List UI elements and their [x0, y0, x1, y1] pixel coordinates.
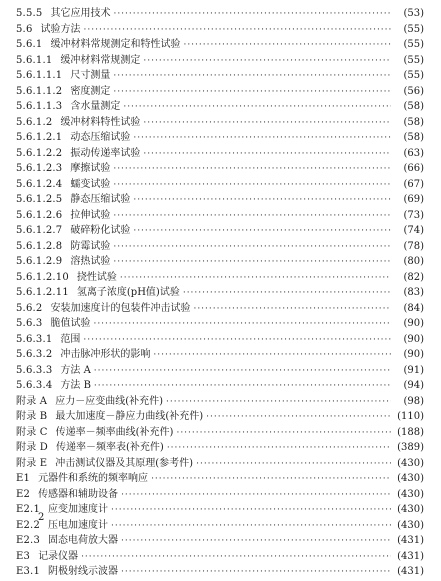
- toc-entry-page: (94): [403, 380, 424, 391]
- page-number: 2: [38, 512, 45, 523]
- dot-leader: [143, 116, 391, 132]
- toc-entry-number: 5.6.2: [16, 302, 43, 314]
- toc-entry[interactable]: [16, 254, 424, 270]
- toc-entry-number: 5.5.5: [16, 8, 43, 19]
- toc-entry[interactable]: [16, 502, 424, 518]
- toc-entry-title: 破碎粉化试验: [70, 225, 131, 236]
- dot-leader: [183, 286, 391, 302]
- toc-entry-title: 振动传递率试验: [70, 147, 141, 159]
- toc-entry-page: (55): [403, 54, 424, 66]
- toc-entry-title: 拉伸试验: [70, 209, 111, 221]
- dot-leader: [113, 85, 391, 101]
- toc-entry-number: 5.6.3: [16, 318, 43, 329]
- toc-entry[interactable]: [16, 6, 424, 22]
- toc-entry[interactable]: [16, 115, 424, 131]
- toc-entry-title: 其它应用技术: [50, 8, 111, 19]
- toc-entry-number: E3: [16, 550, 31, 562]
- toc-entry[interactable]: [16, 99, 424, 115]
- toc-entry[interactable]: [16, 239, 424, 255]
- dot-leader: [121, 488, 391, 504]
- dot-leader: [113, 69, 391, 85]
- toc-entry-title: 记录仪器: [38, 550, 79, 562]
- toc-entry-number: 附录 D: [16, 442, 48, 453]
- toc-entry-number: 5.6.1.2.11: [16, 287, 69, 298]
- toc-entry-number: 5.6.1.2.6: [16, 209, 63, 221]
- toc-entry-title: 方法 A: [60, 364, 91, 376]
- dot-leader: [133, 193, 391, 209]
- toc-entry-title: 挠性试验: [76, 271, 117, 283]
- toc-entry-title: 传递率－频率表(补充件): [56, 442, 164, 453]
- toc-entry[interactable]: [16, 161, 424, 177]
- toc-entry-number: 附录 E: [16, 457, 48, 469]
- toc-entry-number: E2: [16, 488, 31, 500]
- toc-entry-page: (431): [397, 566, 424, 577]
- toc-entry[interactable]: [16, 270, 424, 286]
- dot-leader: [113, 240, 391, 256]
- toc-entry[interactable]: [16, 68, 424, 84]
- toc-entry-number: 5.6.1.2.10: [16, 271, 69, 283]
- toc-entry[interactable]: [16, 471, 424, 487]
- toc-entry-page: (78): [403, 240, 424, 252]
- dot-leader: [196, 457, 391, 473]
- toc-entry[interactable]: [16, 146, 424, 162]
- toc-entry-title: 缓冲材料特性试验: [60, 116, 141, 128]
- toc-entry-title: 固态电荷放大器: [48, 535, 119, 546]
- toc-entry[interactable]: [16, 130, 424, 146]
- toc-entry[interactable]: [16, 378, 424, 394]
- dot-leader: [111, 519, 391, 535]
- toc-entry[interactable]: [16, 518, 424, 534]
- toc-entry-title: 缓冲材料常规测定和特性试验: [50, 39, 181, 50]
- toc-entry-page: (90): [403, 318, 424, 329]
- dot-leader: [113, 178, 391, 194]
- toc-entry[interactable]: [16, 487, 424, 503]
- toc-entry-page: (67): [403, 178, 424, 190]
- toc-entry-title: 应力－应变曲线(补充件): [55, 395, 164, 407]
- toc-entry-title: 最大加速度－静应力曲线(补充件): [55, 411, 204, 422]
- toc-entry-title: 缓冲材料常规测定: [60, 54, 141, 66]
- toc-entry-number: 5.6.1.2.7: [16, 225, 63, 236]
- toc-entry[interactable]: [16, 549, 424, 565]
- toc-entry[interactable]: [16, 316, 424, 332]
- toc-entry-page: (58): [403, 132, 424, 143]
- dot-leader: [94, 379, 391, 395]
- toc-entry-number: 5.6.1.1: [16, 54, 53, 66]
- toc-entry-number: 5.6.1.1.2: [16, 85, 63, 97]
- toc-entry-title: 密度测定: [70, 85, 111, 97]
- dot-leader: [121, 534, 391, 550]
- toc-entry-page: (53): [403, 8, 424, 19]
- toc-entry[interactable]: [16, 456, 424, 472]
- toc-entry-number: E1: [16, 473, 31, 484]
- toc-entry-number: E2.1: [16, 504, 41, 515]
- toc-entry-page: (73): [403, 209, 424, 221]
- toc-entry-number: 5.6.1.2: [16, 116, 53, 128]
- toc-entry-page: (430): [397, 457, 424, 469]
- toc-entry-number: 5.6.1.2.9: [16, 256, 63, 267]
- toc-entry-page: (98): [403, 395, 424, 407]
- dot-leader: [94, 364, 391, 380]
- dot-leader: [176, 426, 391, 442]
- toc-entry-title: 尺寸测量: [70, 70, 111, 81]
- toc-entry-title: 压电加速度计: [48, 519, 109, 531]
- toc-entry-page: (389): [397, 442, 424, 453]
- toc-entry-number: 5.6.3.3: [16, 364, 53, 376]
- dot-leader: [83, 333, 391, 349]
- toc-entry-title: 冲击脉冲形状的影响: [60, 349, 151, 360]
- toc-entry-title: 溶热试验: [70, 256, 111, 267]
- toc-entry-number: 5.6.3.4: [16, 380, 53, 391]
- toc-entry-number: 5.6.1.2.5: [16, 194, 63, 205]
- toc-entry-title: 脆值试验: [50, 318, 91, 329]
- toc-entry[interactable]: [16, 425, 424, 441]
- dot-leader: [113, 209, 391, 225]
- toc-entry[interactable]: [16, 192, 424, 208]
- toc-entry-number: 5.6.1.2.4: [16, 178, 63, 190]
- toc-entry-title: 蠕变试验: [70, 178, 111, 190]
- toc-entry-page: (55): [403, 70, 424, 81]
- toc-entry-number: E3.1: [16, 566, 41, 577]
- dot-leader: [133, 224, 391, 240]
- toc-entry-title: 传感器和辅助设备: [38, 488, 119, 500]
- toc-entry[interactable]: [16, 223, 424, 239]
- dot-leader: [121, 565, 391, 581]
- toc-entry[interactable]: [16, 53, 424, 69]
- dot-leader: [111, 503, 391, 519]
- toc-entry[interactable]: [16, 301, 424, 317]
- dot-leader: [193, 302, 391, 318]
- toc-entry-title: 冲击测试仪器及其原理(参考件): [55, 457, 194, 469]
- toc-entry-title: 元器件和系统的频率响应: [38, 473, 149, 484]
- toc-entry[interactable]: [16, 177, 424, 193]
- dot-leader: [143, 54, 391, 70]
- toc-entry-number: 5.6.1.2.2: [16, 147, 63, 159]
- toc-entry-number: 附录 B: [16, 411, 48, 422]
- toc-entry-number: E2.3: [16, 535, 41, 546]
- toc-entry[interactable]: [16, 37, 424, 53]
- toc-entry-page: (69): [403, 194, 424, 205]
- toc-entry-number: 附录 A: [16, 395, 48, 407]
- toc-entry[interactable]: [16, 332, 424, 348]
- toc-entry[interactable]: [16, 440, 424, 456]
- toc-entry[interactable]: [16, 409, 424, 425]
- dot-leader: [84, 23, 391, 39]
- toc-entry[interactable]: [16, 533, 424, 549]
- dot-leader: [113, 7, 391, 23]
- toc-entry-title: 范围: [60, 333, 81, 345]
- toc-entry-page: (188): [397, 426, 424, 438]
- toc-entry[interactable]: [16, 394, 424, 410]
- dot-leader: [123, 100, 391, 116]
- toc-entry-page: (430): [397, 504, 424, 515]
- dot-leader: [183, 38, 391, 54]
- toc-entry-number: 5.6.1.1.1: [16, 70, 63, 81]
- toc-entry-title: 静态压缩试验: [70, 194, 131, 205]
- toc-entry-number: 附录 C: [16, 426, 48, 438]
- toc-entry[interactable]: [16, 285, 424, 301]
- toc-entry-page: (431): [397, 550, 424, 562]
- toc-entry-page: (66): [403, 163, 424, 174]
- toc-entry-page: (82): [403, 271, 424, 283]
- table-of-contents: [16, 6, 424, 580]
- toc-entry[interactable]: [16, 84, 424, 100]
- dot-leader: [153, 348, 391, 364]
- dot-leader: [206, 410, 391, 426]
- dot-leader: [151, 472, 391, 488]
- toc-entry-page: (430): [397, 519, 424, 531]
- toc-entry-page: (58): [403, 101, 424, 112]
- toc-entry-number: E2.2: [16, 519, 41, 531]
- toc-entry-title: 安装加速度计的包装件冲击试验: [50, 302, 191, 314]
- toc-entry[interactable]: [16, 363, 424, 379]
- dot-leader: [143, 147, 391, 163]
- toc-entry-page: (56): [403, 85, 424, 97]
- dot-leader: [120, 271, 391, 287]
- toc-entry-number: 5.6.1.2.8: [16, 240, 63, 252]
- toc-entry-title: 氢离子浓度(pH值)试验: [76, 287, 180, 298]
- dot-leader: [93, 317, 391, 333]
- toc-entry[interactable]: [16, 564, 424, 580]
- toc-entry-page: (63): [403, 147, 424, 159]
- toc-entry-page: (55): [403, 39, 424, 50]
- toc-entry-page: (83): [403, 287, 424, 298]
- dot-leader: [113, 162, 391, 178]
- dot-leader: [167, 441, 391, 457]
- toc-entry-number: 5.6.1.2.3: [16, 163, 63, 174]
- toc-entry-page: (84): [403, 302, 424, 314]
- toc-entry-number: 5.6: [16, 23, 33, 35]
- toc-entry-number: 5.6.1.2.1: [16, 132, 63, 143]
- dot-leader: [113, 255, 391, 271]
- toc-entry-number: 5.6.3.2: [16, 349, 53, 360]
- toc-entry-page: (58): [403, 116, 424, 128]
- toc-entry-page: (91): [403, 364, 424, 376]
- toc-entry-page: (110): [397, 411, 424, 422]
- toc-entry-page: (430): [397, 488, 424, 500]
- toc-entry-title: 阴极射线示波器: [48, 566, 119, 577]
- toc-entry-page: (55): [403, 23, 424, 35]
- toc-entry-title: 含水量测定: [70, 101, 121, 112]
- toc-entry-number: 5.6.1: [16, 39, 43, 50]
- dot-leader: [166, 395, 391, 411]
- toc-entry-title: 试验方法: [40, 23, 81, 35]
- toc-entry-title: 防霉试验: [70, 240, 111, 252]
- toc-entry-title: 动态压缩试验: [70, 132, 131, 143]
- toc-entry-page: (90): [403, 333, 424, 345]
- toc-entry-title: 传递率－频率曲线(补充件): [55, 426, 174, 438]
- toc-entry-page: (90): [403, 349, 424, 360]
- toc-entry-number: 5.6.1.1.3: [16, 101, 63, 112]
- toc-entry-page: (431): [397, 535, 424, 546]
- toc-entry[interactable]: [16, 22, 424, 38]
- toc-entry-page: (430): [397, 473, 424, 484]
- toc-entry-number: 5.6.3.1: [16, 333, 53, 345]
- toc-entry[interactable]: [16, 347, 424, 363]
- toc-entry-page: (74): [403, 225, 424, 236]
- toc-entry-title: 摩擦试验: [70, 163, 111, 174]
- dot-leader: [81, 550, 391, 566]
- dot-leader: [133, 131, 391, 147]
- toc-entry-title: 方法 B: [60, 380, 91, 391]
- toc-entry[interactable]: [16, 208, 424, 224]
- toc-entry-title: 应变加速度计: [48, 504, 109, 515]
- toc-entry-page: (80): [403, 256, 424, 267]
